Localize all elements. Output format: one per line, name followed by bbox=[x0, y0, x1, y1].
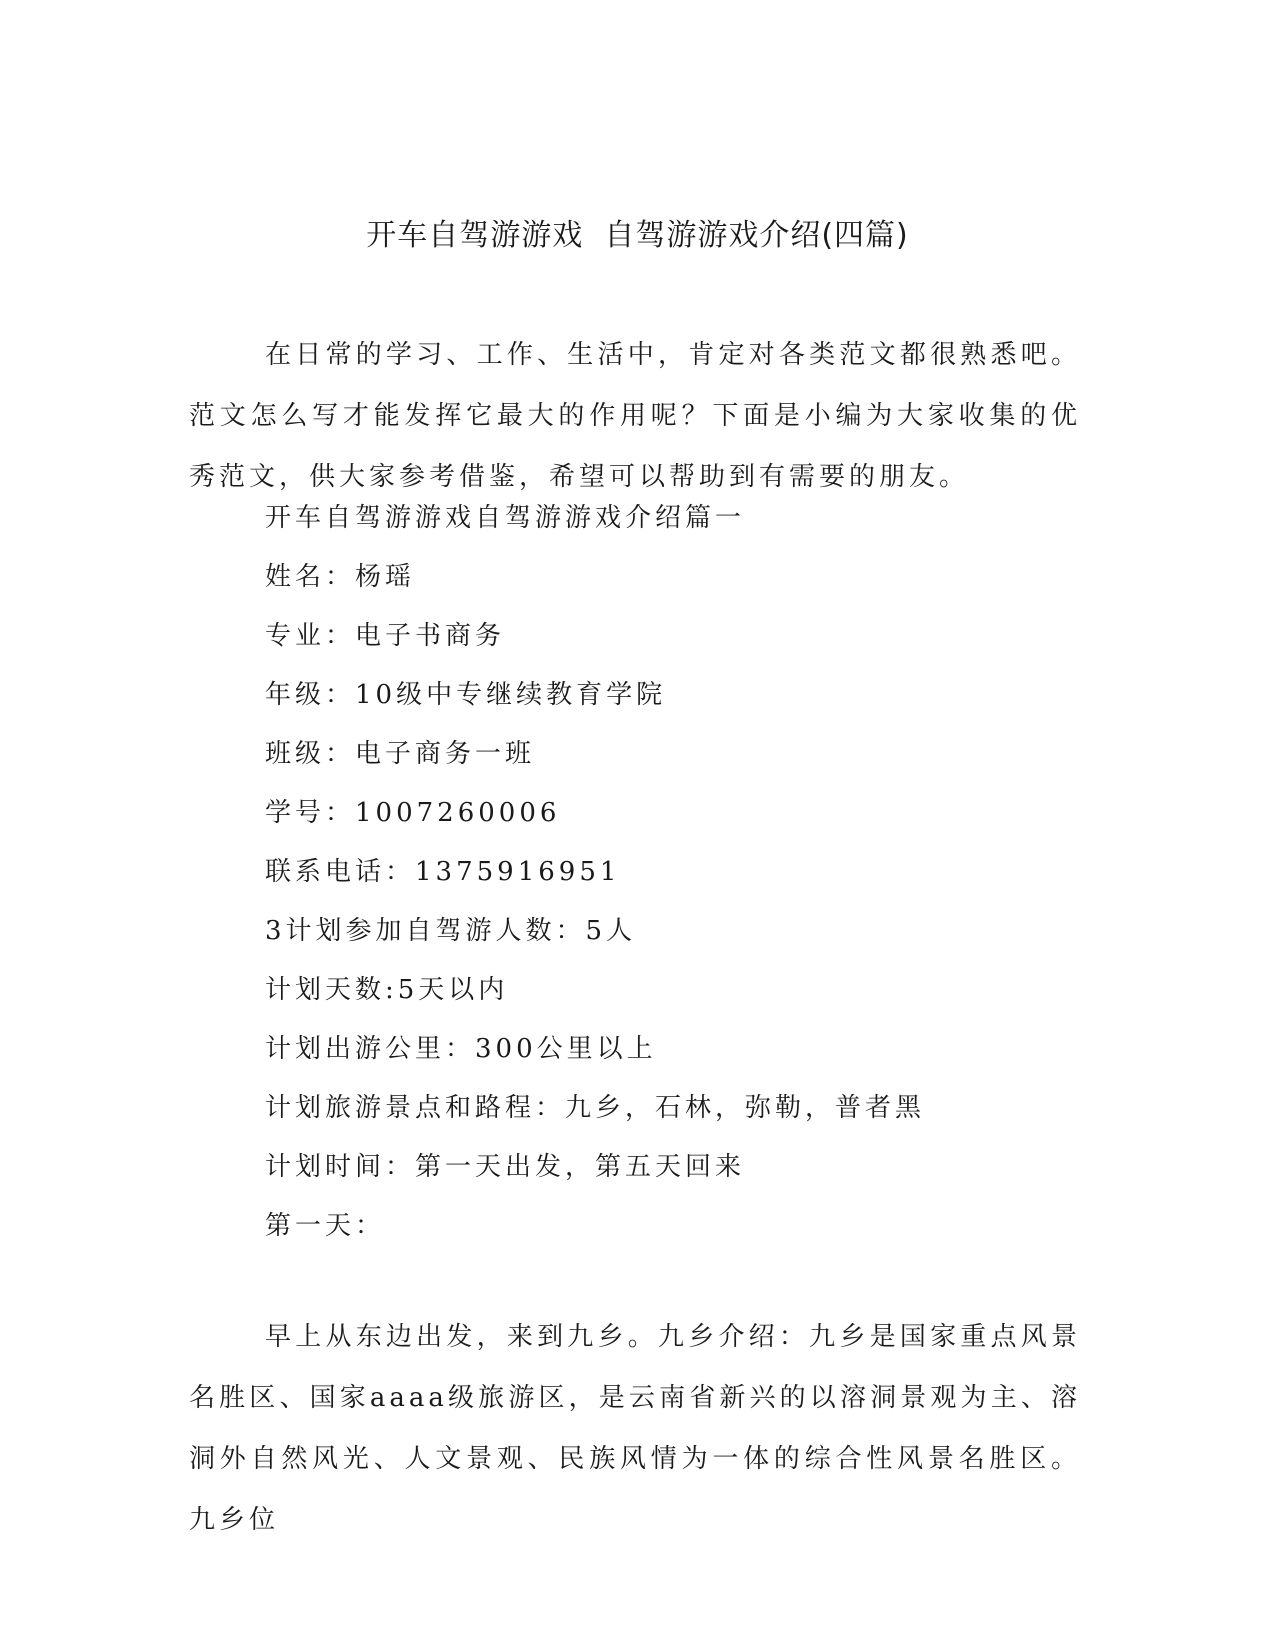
document-title: 开车自驾游游戏 自驾游游戏介绍(四篇) bbox=[366, 218, 909, 253]
field-days: 计划天数:5天以内 bbox=[265, 975, 509, 1005]
field-participants: 3计划参加自驾游人数：5人 bbox=[265, 916, 637, 946]
field-distance: 计划出游公里：300公里以上 bbox=[265, 1034, 657, 1064]
day-one-heading: 第一天： bbox=[265, 1211, 386, 1241]
day-one-paragraph: 早上从东边出发，来到九乡。九乡介绍：九乡是国家重点风景名胜区、国家aaaa级旅游区，是云南省新兴的以溶洞景观为主、溶洞外自然风光、人文景观、民族风情为一体的综合性风景名胜区。九乡位 bbox=[189, 1322, 1081, 1535]
field-student-id: 学号：1007260006 bbox=[265, 798, 561, 828]
intro-paragraph: 在日常的学习、工作、生活中，肯定对各类范文都很熟悉吧。范文怎么写才能发挥它最大的作用呢？下面是小编为大家收集的优秀范文，供大家参考借鉴，希望可以帮助到有需要的朋友。 bbox=[189, 340, 1081, 492]
field-schedule: 计划时间：第一天出发，第五天回来 bbox=[265, 1152, 746, 1182]
field-major: 专业：电子书商务 bbox=[265, 621, 506, 651]
field-grade: 年级：10级中专继续教育学院 bbox=[265, 680, 667, 710]
field-name: 姓名：杨瑶 bbox=[265, 562, 416, 592]
section-heading: 开车自驾游游戏自驾游游戏介绍篇一 bbox=[265, 503, 746, 533]
field-phone: 联系电话：1375916951 bbox=[265, 857, 621, 887]
field-route: 计划旅游景点和路程：九乡，石林，弥勒，普者黑 bbox=[265, 1093, 926, 1123]
field-class: 班级：电子商务一班 bbox=[265, 739, 536, 769]
